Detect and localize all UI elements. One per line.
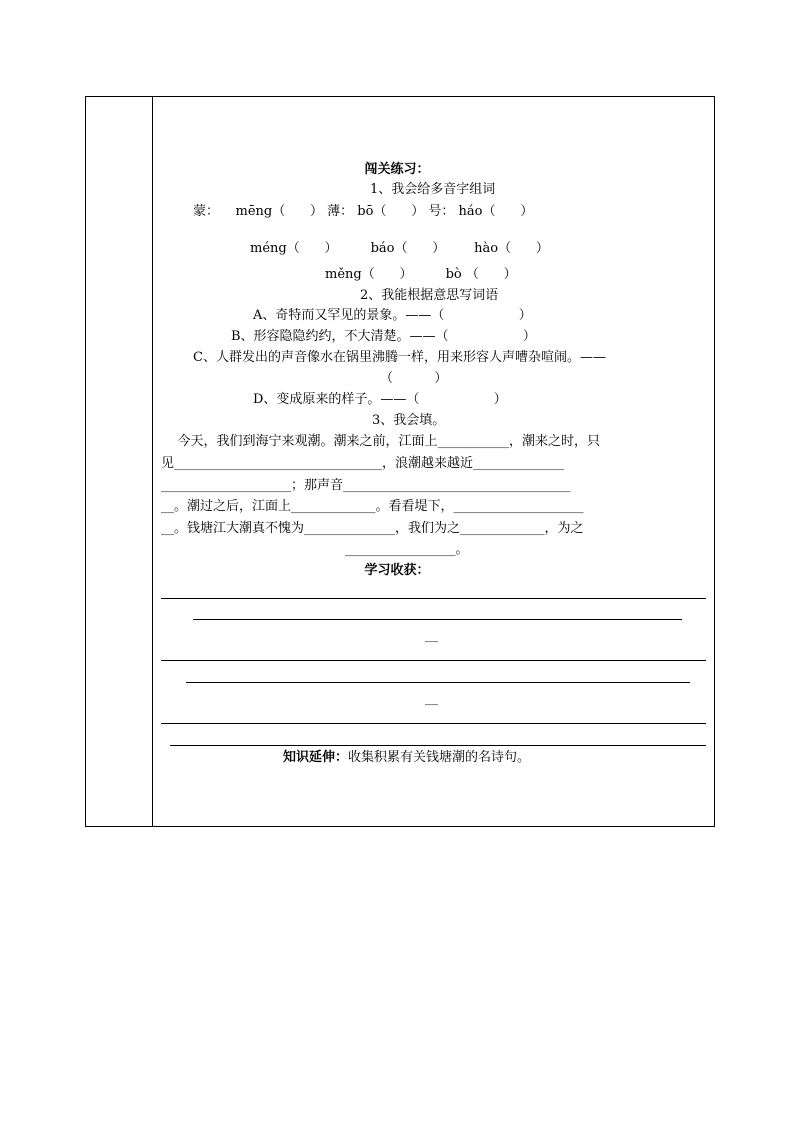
q1-heading: 1、我会给多音字组词	[370, 182, 496, 197]
harvest-title: 学习收获：	[364, 563, 430, 578]
q3-line-1: 今天，我们到海宁来观潮。潮来之前，江面上___________，潮来之时，只	[161, 434, 601, 449]
extension-row	[283, 750, 530, 766]
q3-line-2: 见________________________________，浪潮越来越近______________	[161, 456, 565, 471]
column-divider	[152, 97, 153, 826]
harvest-line-6	[170, 745, 706, 746]
harvest-line-1	[161, 598, 706, 599]
exercise-title: 闯关练习：	[364, 162, 430, 177]
harvest-line-5	[161, 723, 706, 724]
q2-heading: 2、我能根据意思写词语	[360, 288, 499, 303]
harvest-line-3	[161, 660, 706, 661]
q1-row-1: 蒙： mēng（ ） 薄： bō（ ） 号： háo（ ）	[193, 204, 534, 219]
q2-item-d: D、变成原来的样子。——（ ）	[253, 392, 507, 407]
q2-item-c-blank: （ ）	[380, 371, 448, 386]
q3-line-3: ____________________；那声音___________________________________	[161, 478, 571, 493]
q3-line-5: __。钱塘江大潮真不愧为______________，我们为之_____________，为之	[161, 521, 584, 536]
extension-label: 知识延伸：	[283, 750, 349, 765]
extension-text: 收集积累有关钱塘潮的名诗句。	[348, 750, 531, 765]
harvest-mark-1: __	[425, 628, 438, 643]
harvest-line-2	[193, 619, 682, 620]
harvest-line-4	[186, 682, 690, 683]
q1-row-3: měng（ ） bò （ ）	[325, 267, 517, 282]
q3-heading: 3、我会填。	[372, 413, 446, 428]
q3-line-4: __。潮过之后，江面上_____________。看看堤下，____________________	[161, 499, 584, 514]
q1-row-2: méng（ ） báo（ ） hào（ ）	[250, 241, 549, 256]
q2-item-b: B、形容隐隐约约，不大清楚。——（ ）	[231, 329, 536, 344]
q3-line-6: _________________。	[345, 542, 469, 557]
q2-item-c: C、人群发出的声音像水在锅里沸腾一样，用来形容人声嘈杂喧闹。——	[193, 350, 606, 365]
harvest-mark-2: __	[425, 691, 438, 706]
q2-item-a: A、奇特而又罕见的景象。——（ ）	[253, 308, 532, 323]
